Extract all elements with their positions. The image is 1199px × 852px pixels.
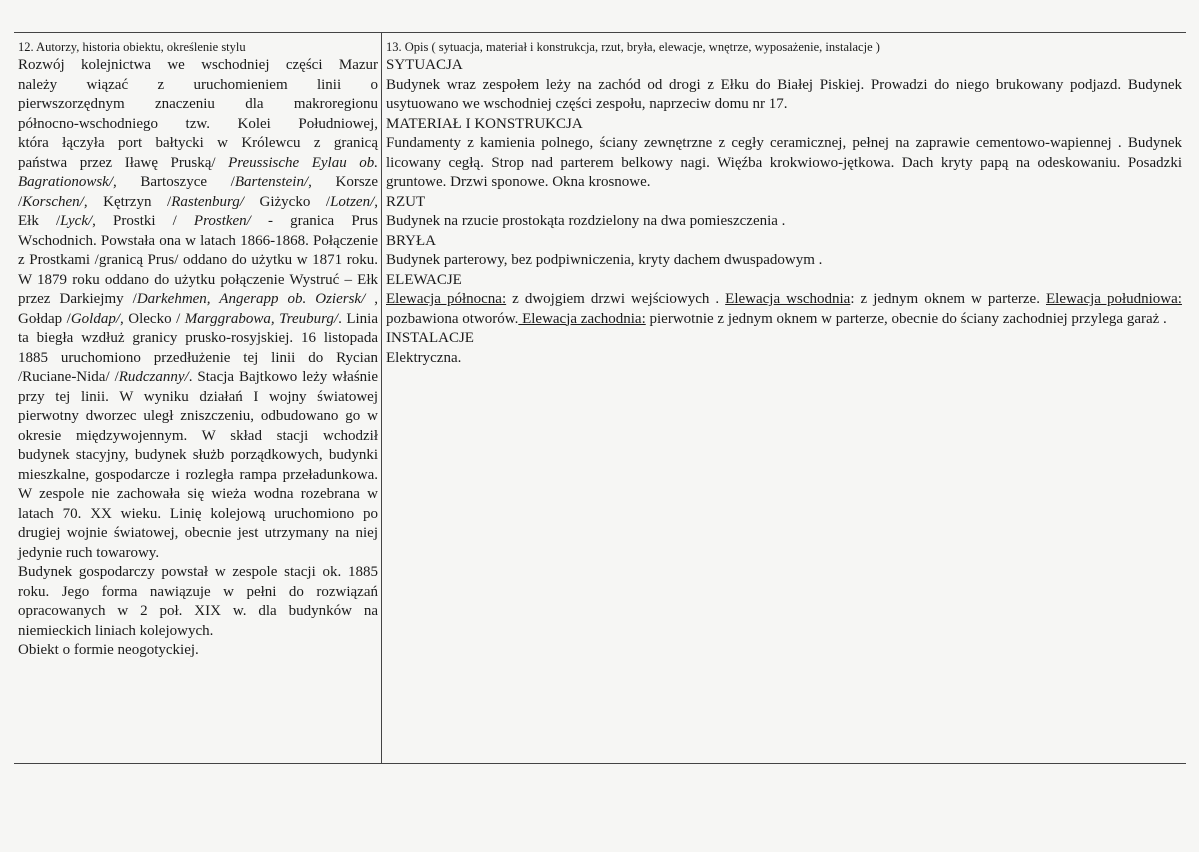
history-text: , Gołdap /	[18, 291, 379, 327]
history-text: , Kętrzyn /	[83, 193, 172, 210]
history-paragraph-rest	[18, 232, 378, 564]
elevation-north-text: z dwojgiem drzwi wejściowych .	[506, 291, 726, 307]
history-text: , Korsze	[308, 174, 378, 190]
description-column	[386, 36, 1182, 368]
section-text-instalacje: Elektryczna.	[386, 349, 462, 366]
history-text: , Olecko /	[120, 310, 185, 327]
history-text: - granica Prus	[250, 213, 378, 229]
history-text: ,	[374, 193, 378, 210]
history-text: . Stacja Bajtkowo leży właśnie przy tej linii. W wyniku działań I wojny światowej pierwotny dworzec uległ zniszczeniu, odbudowano go w okresie międzywojennym. W skład stacji wchodził budynek stacyjny, budynek służb porządkowych, budynki mieszkalne, gospodarcze i rozległa rampa przeładunkowa. W zespole nie zachowała się wieża wodna rozebrana w latach 70. XX wieku. Linię kolejową uruchomiono po drugiej wojnie światowej, obecnie jest utrzymany na niej jedynie ruch towarowy.	[18, 369, 378, 561]
section-text-material: Fundamenty z kamienia polnego, ściany zewnętrzne z cegły ceramicznej, pełnej na zaprawie cementowo-wapiennej . Budynek licowany cegłą. Strop nad parterem belkowy nagi. Więźba krokwiowo-jętkowa. Dach kryty papą na odeskowaniu. Posadzki gruntowe. Drzwi sponowe. Okna krosnowe.	[386, 135, 1182, 190]
history-text: . Linia ta biegła wzdłuż granicy prusko-rosyjskiej. 16 listopada 1885 uruchomiono przedłużenie tej linii do Rycian /Ruciane-Nida/ /	[18, 310, 379, 385]
history-line: należy wiązać z uruchomieniem linii o	[18, 76, 378, 93]
description-heading: 13. Opis ( sytuacja, materiał i konstrukcja, rzut, bryła, elewacje, wnętrze, wyposażenie, instalacje )	[386, 40, 880, 54]
section-material	[386, 115, 1182, 193]
history-text: Wschodnich. Powstała ona w latach 1866-1868. Połączenie z Prostkami /granicą Prus/ oddano do użytku w 1871 roku. W 1879 roku oddano do użytku połączenie Wystruć – Ełk przez Darkiejmy /	[18, 232, 378, 307]
history-column	[18, 36, 378, 661]
history-text: /	[18, 193, 23, 210]
history-paragraph-1	[18, 56, 378, 563]
history-line	[18, 193, 378, 213]
column-divider	[381, 32, 382, 764]
history-line: pierwszorzędnym znaczeniu dla makroregionu	[18, 96, 378, 112]
history-text: Giżycko /	[243, 193, 331, 210]
section-rzut	[386, 193, 1182, 232]
history-text: Ełk /	[18, 213, 61, 229]
section-text-bryla: Budynek parterowy, bez podpiwniczenia, kryty dachem dwuspadowym .	[386, 252, 823, 268]
history-italic-text: Marggrabowa, Treuburg/	[184, 310, 339, 327]
history-line: północno-wschodniego tzw. Kolei Południowej,	[18, 115, 378, 132]
bottom-border	[14, 763, 1186, 764]
section-heading-rzut: RZUT	[386, 193, 426, 210]
section-text-rzut: Budynek na rzucie prostokąta rozdzielony na dwa pomieszczenia .	[386, 213, 786, 229]
section-bryla	[386, 232, 1182, 271]
history-italic-text: Prostken/	[193, 213, 251, 229]
elevation-south-label: Elewacja południowa:	[1045, 291, 1182, 307]
section-heading-elewacje: ELEWACJE	[386, 271, 462, 288]
history-text: , Bartoszyce /	[113, 174, 235, 190]
section-heading-sytuacja: SYTUACJA	[386, 57, 463, 73]
elevation-south-text: pozbawiona otworów.	[386, 310, 519, 327]
history-text: , Prostki /	[92, 213, 194, 229]
section-heading-material: MATERIAŁ I KONSTRUKCJA	[386, 115, 583, 132]
elevation-east-label: Elewacja wschodnia	[725, 291, 851, 307]
history-italic-text: Bartenstein/	[234, 174, 309, 190]
section-sytuacja	[386, 56, 1182, 115]
history-line: która łączyła port bałtycki w Królewcu z granicą	[18, 135, 378, 151]
history-paragraph-3: Obiekt o formie neogotyckiej.	[18, 642, 199, 658]
history-line	[18, 154, 378, 174]
section-instalacje	[386, 329, 1182, 368]
history-italic-text: Preussische Eylau ob.	[228, 154, 378, 171]
section-heading-instalacje: INSTALACJE	[386, 330, 474, 346]
history-line	[18, 212, 378, 232]
history-italic-text: Rastenburg/	[171, 193, 244, 210]
history-italic-text: Korschen/	[22, 193, 84, 210]
history-paragraph-2: Budynek gospodarczy powstał w zespole stacji ok. 1885 roku. Jego forma nawiązuje w pełni do rozwiązań opracowanych w 2 poł. XIX w. dla budynków na niemieckich liniach kolejowych.	[18, 564, 378, 639]
elevation-west-label: Elewacja zachodnia:	[518, 310, 646, 327]
history-italic-text: Bagrationowsk/	[18, 174, 114, 190]
top-border	[14, 32, 1186, 33]
elevation-north-label: Elewacja północna:	[386, 291, 507, 307]
history-italic-text: Lyck/	[60, 213, 93, 229]
history-text: państwa przez Iławę Pruską/	[18, 154, 229, 171]
history-line: Rozwój kolejnictwa we wschodniej części Mazur	[18, 57, 378, 73]
section-elewacje	[386, 271, 1182, 330]
elevation-east-text: : z jednym oknem w parterze.	[850, 291, 1046, 307]
history-line	[18, 173, 378, 193]
history-italic-text: Lotzen/	[330, 193, 375, 210]
history-italic-text: Darkehmen, Angerapp ob. Oziersk/	[136, 291, 366, 307]
section-text-sytuacja: Budynek wraz zespołem leży na zachód od drogi z Ełku do Białej Piskiej. Prowadzi do niego brukowany podjazd. Budynek usytuowano we wschodniej części zespołu, naprzeciw domu nr 17.	[386, 76, 1182, 112]
history-italic-text: Goldap/	[70, 310, 121, 327]
history-italic-text: Rudczanny/	[118, 369, 189, 385]
elevation-west-text: pierwotnie z jednym oknem w parterze, obecnie do ściany zachodniej przylega garaż .	[645, 310, 1167, 327]
section-text-elewacje	[386, 290, 1182, 329]
history-heading: 12. Autorzy, historia obiektu, określenie stylu	[18, 40, 246, 54]
section-heading-bryla: BRYŁA	[386, 232, 437, 249]
